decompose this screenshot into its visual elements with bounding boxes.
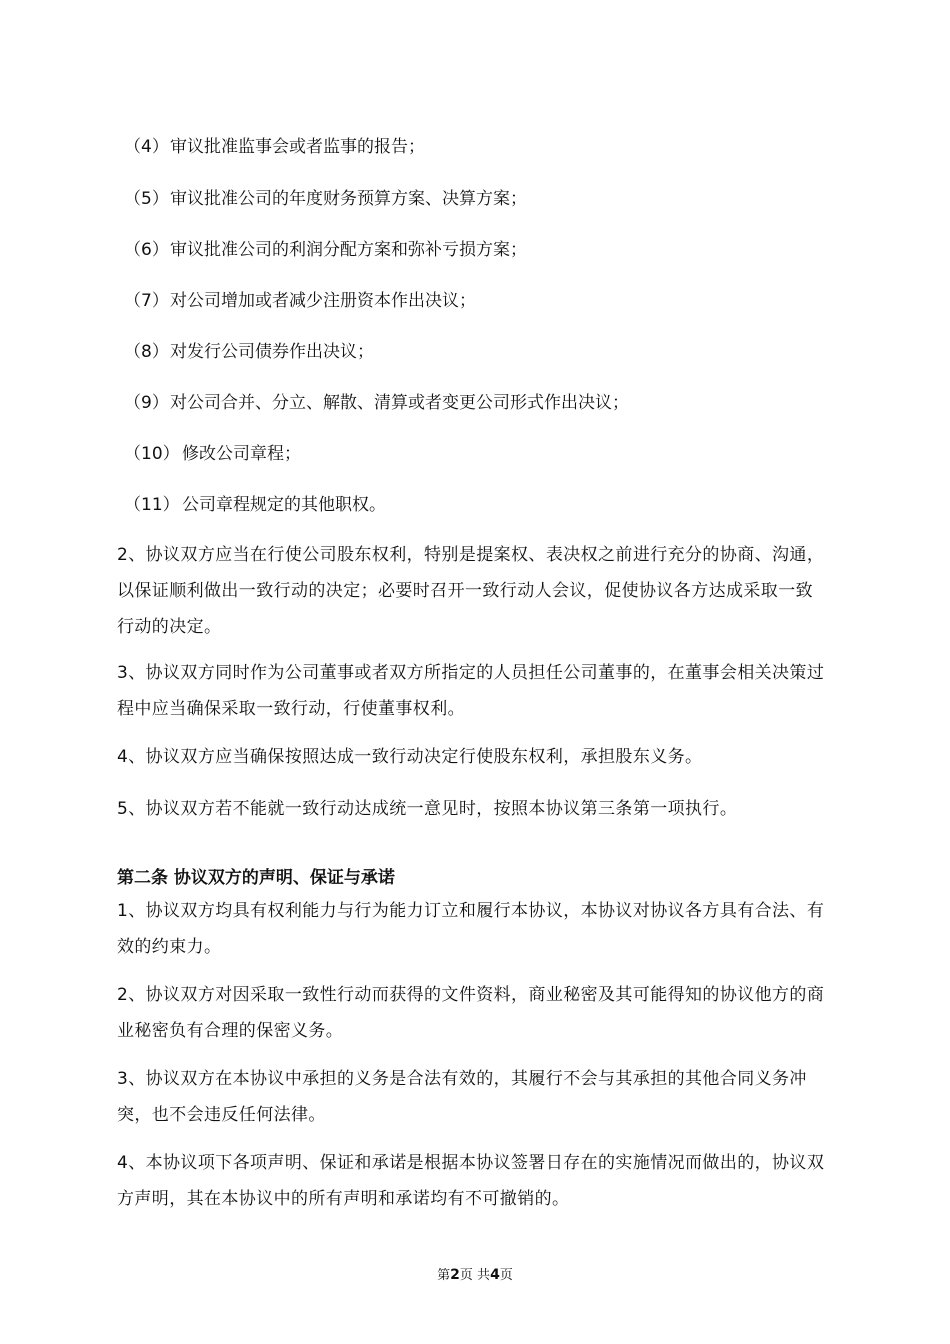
list-item-10 (124, 443, 301, 465)
list-item-number: （6） (124, 240, 169, 260)
list-item-4 (124, 136, 425, 158)
list-item-text: 对公司增加或者减少注册资本作出决议； (170, 291, 476, 311)
list-item-number: （5） (124, 189, 169, 209)
section-paragraph-3: 3、协议双方在本协议中承担的义务是合法有效的，其履行不会与其承担的其他合同义务冲突，也不会违反任何法律。 (117, 1069, 807, 1125)
list-item-8 (124, 341, 374, 363)
paragraph-3: 3、协议双方同时作为公司董事或者双方所指定的人员担任公司董事的，在董事会相关决策过程中应当确保采取一致行动，行使董事权利。 (117, 663, 825, 719)
list-item-number: （9） (124, 393, 169, 413)
list-item-text: 修改公司章程； (182, 444, 301, 464)
list-item-6 (124, 239, 527, 261)
footer-suffix: 页 (499, 1268, 513, 1283)
paragraph-5: 5、协议双方若不能就一致行动达成统一意见时，按照本协议第三条第一项执行。 (117, 799, 738, 819)
footer-middle: 页 共 (459, 1268, 491, 1283)
section-paragraph-1: 1、协议双方均具有权利能力与行为能力订立和履行本协议，本协议对协议各方具有合法、有效的约束力。 (117, 901, 825, 957)
list-item-number: （4） (124, 137, 169, 157)
list-item-number: （8） (124, 342, 169, 362)
section-paragraph-4: 4、本协议项下各项声明、保证和承诺是根据本协议签署日存在的实施情况而做出的，协议双方声明，其在本协议中的所有声明和承诺均有不可撤销的。 (117, 1153, 825, 1209)
list-item-text: 审议批准监事会或者监事的报告； (170, 137, 425, 157)
list-item-text: 对公司合并、分立、解散、清算或者变更公司形式作出决议； (170, 393, 629, 413)
list-item-5 (124, 188, 527, 210)
list-item-number: （10） (124, 444, 180, 464)
paragraph-2: 2、协议双方应当在行使公司股东权利，特别是提案权、表决权之前进行充分的协商、沟通，以保证顺利做出一致行动的决定；必要时召开一致行动人会议，促使协议各方达成采取一致行动的决定。 (117, 545, 825, 637)
current-page-number: 2 (450, 1267, 460, 1283)
section-heading: 第二条 协议双方的声明、保证与承诺 (117, 868, 395, 888)
total-pages-number: 4 (490, 1267, 500, 1283)
list-item-text: 审议批准公司的年度财务预算方案、决算方案； (170, 189, 527, 209)
list-item-9 (124, 392, 629, 414)
list-item-text: 审议批准公司的利润分配方案和弥补亏损方案； (170, 240, 527, 260)
paragraph-4: 4、协议双方应当确保按照达成一致行动决定行使股东权利，承担股东义务。 (117, 747, 703, 767)
list-item-number: （7） (124, 291, 169, 311)
list-item-7 (124, 290, 476, 312)
list-item-number: （11） (124, 495, 180, 515)
page-footer (0, 1266, 950, 1285)
footer-prefix: 第 (437, 1268, 451, 1283)
list-item-11 (124, 494, 386, 516)
section-paragraph-2: 2、协议双方对因采取一致性行动而获得的文件资料，商业秘密及其可能得知的协议他方的商业秘密负有合理的保密义务。 (117, 985, 825, 1041)
list-item-text: 对发行公司债券作出决议； (170, 342, 374, 362)
list-item-text: 公司章程规定的其他职权。 (182, 495, 386, 515)
